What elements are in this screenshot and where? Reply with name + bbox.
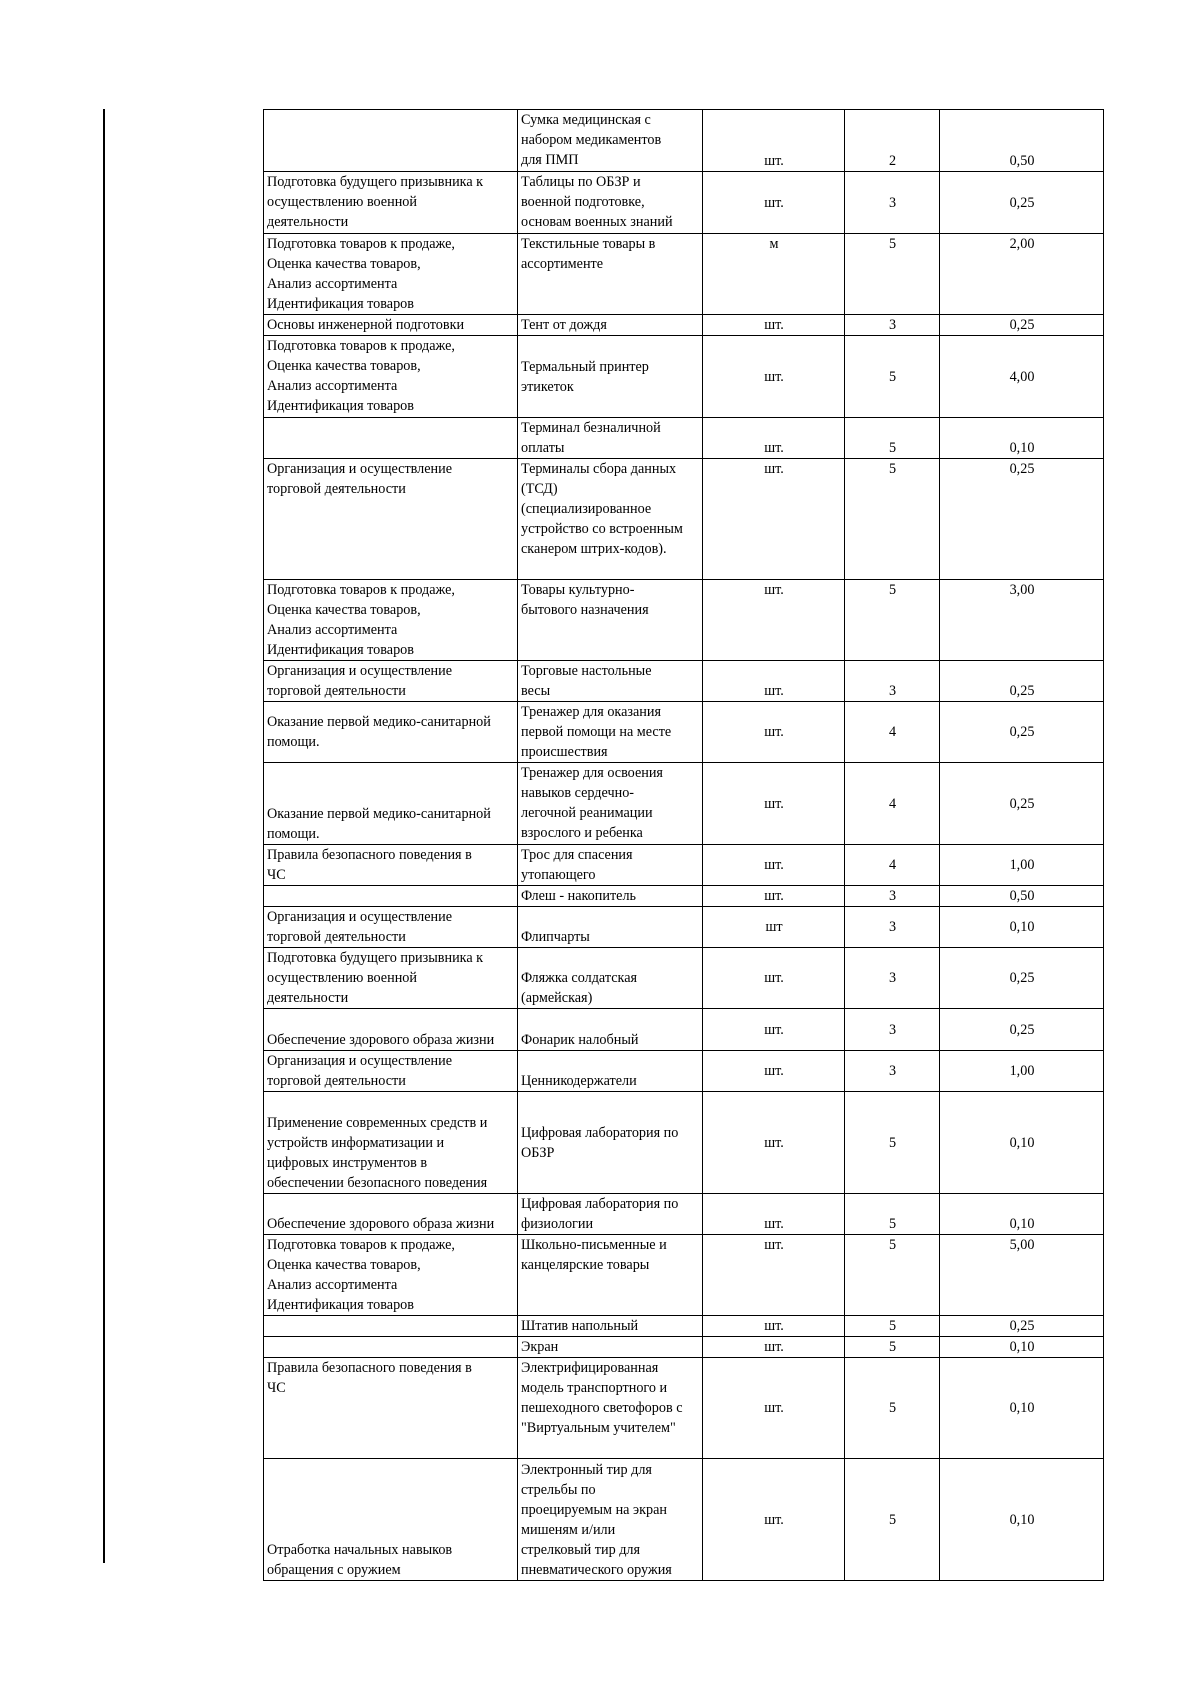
unit-cell: шт	[703, 907, 845, 948]
item-name-cell: Ценникодержатели	[518, 1051, 703, 1092]
norm-cell: 1,00	[940, 845, 1104, 886]
table-row	[264, 418, 1104, 459]
item-name-cell: Текстильные товары в ассортименте	[518, 234, 703, 315]
norm-cell: 0,10	[940, 1337, 1104, 1358]
quantity-cell: 5	[845, 1316, 940, 1337]
unit-cell: шт.	[703, 315, 845, 336]
quantity-cell: 3	[845, 948, 940, 1009]
table-row	[264, 948, 1104, 1009]
section-cell	[264, 886, 518, 907]
unit-cell: шт.	[703, 1459, 845, 1581]
section-cell: Организация и осуществление торговой деятельности	[264, 459, 518, 580]
section-cell: Оказание первой медико-санитарной помощи.	[264, 763, 518, 845]
quantity-cell: 4	[845, 763, 940, 845]
equipment-table-body	[264, 110, 1104, 1581]
norm-cell: 5,00	[940, 1235, 1104, 1316]
item-name-cell: Терминал безналичной оплаты	[518, 418, 703, 459]
quantity-cell: 4	[845, 845, 940, 886]
table-row	[264, 1092, 1104, 1194]
unit-cell: шт.	[703, 336, 845, 418]
unit-cell: шт.	[703, 1235, 845, 1316]
section-cell: Подготовка товаров к продаже, Оценка качества товаров, Анализ ассортимента Идентификация товаров	[264, 234, 518, 315]
norm-cell: 0,25	[940, 1316, 1104, 1337]
section-cell	[264, 1316, 518, 1337]
unit-cell: шт.	[703, 418, 845, 459]
table-row	[264, 459, 1104, 580]
unit-cell: шт.	[703, 763, 845, 845]
item-name-cell: Электрифицированная модель транспортного и пешеходного светофоров с "Виртуальным учителем"	[518, 1358, 703, 1459]
item-name-cell: Электронный тир для стрельбы по проецируемым на экран мишеням и/или стрелковый тир для пневматического оружия	[518, 1459, 703, 1581]
quantity-cell: 5	[845, 1459, 940, 1581]
unit-cell: м	[703, 234, 845, 315]
table-row	[264, 1337, 1104, 1358]
quantity-cell: 5	[845, 336, 940, 418]
table-row	[264, 1235, 1104, 1316]
item-name-cell: Таблицы по ОБЗР и военной подготовке, основам военных знаний	[518, 172, 703, 234]
norm-cell: 0,25	[940, 315, 1104, 336]
norm-cell: 0,25	[940, 172, 1104, 234]
table-row	[264, 1459, 1104, 1581]
section-cell: Подготовка товаров к продаже, Оценка качества товаров, Анализ ассортимента Идентификация товаров	[264, 336, 518, 418]
item-name-cell: Тренажер для освоения навыков сердечно- легочной реанимации взрослого и ребенка	[518, 763, 703, 845]
quantity-cell: 3	[845, 1051, 940, 1092]
page-margin-line	[103, 109, 105, 1563]
quantity-cell: 5	[845, 234, 940, 315]
table-row	[264, 110, 1104, 172]
quantity-cell: 5	[845, 1194, 940, 1235]
section-cell	[264, 418, 518, 459]
norm-cell: 0,10	[940, 1194, 1104, 1235]
unit-cell: шт.	[703, 1337, 845, 1358]
table-row	[264, 315, 1104, 336]
table-row	[264, 661, 1104, 702]
unit-cell: шт.	[703, 661, 845, 702]
table-row	[264, 702, 1104, 763]
quantity-cell: 5	[845, 580, 940, 661]
quantity-cell: 5	[845, 1337, 940, 1358]
unit-cell: шт.	[703, 459, 845, 580]
norm-cell: 0,10	[940, 418, 1104, 459]
table-row	[264, 1316, 1104, 1337]
quantity-cell: 5	[845, 1235, 940, 1316]
unit-cell: шт.	[703, 1092, 845, 1194]
table-row	[264, 1009, 1104, 1051]
item-name-cell: Школьно-письменные и канцелярские товары	[518, 1235, 703, 1316]
item-name-cell: Трос для спасения утопающего	[518, 845, 703, 886]
section-cell: Оказание первой медико-санитарной помощи.	[264, 702, 518, 763]
unit-cell: шт.	[703, 1358, 845, 1459]
table-row	[264, 1194, 1104, 1235]
norm-cell: 3,00	[940, 580, 1104, 661]
unit-cell: шт.	[703, 1051, 845, 1092]
table-row	[264, 763, 1104, 845]
quantity-cell: 3	[845, 1009, 940, 1051]
quantity-cell: 5	[845, 1358, 940, 1459]
item-name-cell: Экран	[518, 1337, 703, 1358]
table-row	[264, 234, 1104, 315]
item-name-cell: Цифровая лаборатория по физиологии	[518, 1194, 703, 1235]
section-cell: Организация и осуществление торговой деятельности	[264, 661, 518, 702]
unit-cell: шт.	[703, 886, 845, 907]
table-row	[264, 580, 1104, 661]
quantity-cell: 2	[845, 110, 940, 172]
item-name-cell: Флипчарты	[518, 907, 703, 948]
unit-cell: шт.	[703, 1194, 845, 1235]
section-cell: Организация и осуществление торговой деятельности	[264, 907, 518, 948]
item-name-cell: Сумка медицинская с набором медикаментов для ПМП	[518, 110, 703, 172]
norm-cell: 0,25	[940, 661, 1104, 702]
item-name-cell: Цифровая лаборатория по ОБЗР	[518, 1092, 703, 1194]
section-cell: Подготовка будущего призывника к осуществлению военной деятельности	[264, 948, 518, 1009]
equipment-table	[263, 109, 1104, 1581]
norm-cell: 0,10	[940, 1459, 1104, 1581]
item-name-cell: Тент от дождя	[518, 315, 703, 336]
norm-cell: 0,10	[940, 1358, 1104, 1459]
norm-cell: 0,10	[940, 1092, 1104, 1194]
section-cell: Отработка начальных навыков обращения с оружием	[264, 1459, 518, 1581]
quantity-cell: 3	[845, 172, 940, 234]
unit-cell: шт.	[703, 702, 845, 763]
section-cell: Подготовка товаров к продаже, Оценка качества товаров, Анализ ассортимента Идентификация товаров	[264, 580, 518, 661]
quantity-cell: 5	[845, 459, 940, 580]
unit-cell: шт.	[703, 110, 845, 172]
item-name-cell: Флеш - накопитель	[518, 886, 703, 907]
table-row	[264, 886, 1104, 907]
section-cell: Организация и осуществление торговой деятельности	[264, 1051, 518, 1092]
table-row	[264, 1051, 1104, 1092]
section-cell: Правила безопасного поведения в ЧС	[264, 1358, 518, 1459]
unit-cell: шт.	[703, 948, 845, 1009]
unit-cell: шт.	[703, 580, 845, 661]
section-cell: Подготовка товаров к продаже, Оценка качества товаров, Анализ ассортимента Идентификация товаров	[264, 1235, 518, 1316]
quantity-cell: 3	[845, 661, 940, 702]
section-cell: Основы инженерной подготовки	[264, 315, 518, 336]
quantity-cell: 3	[845, 315, 940, 336]
unit-cell: шт.	[703, 1009, 845, 1051]
norm-cell: 0,25	[940, 459, 1104, 580]
table-row	[264, 1358, 1104, 1459]
item-name-cell: Фляжка солдатская (армейская)	[518, 948, 703, 1009]
unit-cell: шт.	[703, 1316, 845, 1337]
norm-cell: 0,25	[940, 948, 1104, 1009]
item-name-cell: Тренажер для оказания первой помощи на месте происшествия	[518, 702, 703, 763]
section-cell: Применение современных средств и устройств информатизации и цифровых инструментов в обеспечении безопасного поведения	[264, 1092, 518, 1194]
item-name-cell: Терминалы сбора данных (ТСД) (специализированное устройство со встроенным сканером штрих-кодов).	[518, 459, 703, 580]
item-name-cell: Торговые настольные весы	[518, 661, 703, 702]
item-name-cell: Фонарик налобный	[518, 1009, 703, 1051]
norm-cell: 0,50	[940, 886, 1104, 907]
section-cell: Подготовка будущего призывника к осуществлению военной деятельности	[264, 172, 518, 234]
quantity-cell: 3	[845, 907, 940, 948]
section-cell	[264, 110, 518, 172]
quantity-cell: 5	[845, 1092, 940, 1194]
norm-cell: 2,00	[940, 234, 1104, 315]
unit-cell: шт.	[703, 845, 845, 886]
item-name-cell: Товары культурно- бытового назначения	[518, 580, 703, 661]
item-name-cell: Штатив напольный	[518, 1316, 703, 1337]
unit-cell: шт.	[703, 172, 845, 234]
section-cell	[264, 1337, 518, 1358]
norm-cell: 1,00	[940, 1051, 1104, 1092]
quantity-cell: 5	[845, 418, 940, 459]
table-row	[264, 172, 1104, 234]
norm-cell: 0,25	[940, 1009, 1104, 1051]
norm-cell: 0,10	[940, 907, 1104, 948]
norm-cell: 0,25	[940, 702, 1104, 763]
norm-cell: 0,50	[940, 110, 1104, 172]
quantity-cell: 3	[845, 886, 940, 907]
norm-cell: 0,25	[940, 763, 1104, 845]
table-row	[264, 336, 1104, 418]
table-row	[264, 845, 1104, 886]
section-cell: Правила безопасного поведения в ЧС	[264, 845, 518, 886]
norm-cell: 4,00	[940, 336, 1104, 418]
section-cell: Обеспечение здорового образа жизни	[264, 1194, 518, 1235]
section-cell: Обеспечение здорового образа жизни	[264, 1009, 518, 1051]
item-name-cell: Термальный принтер этикеток	[518, 336, 703, 418]
quantity-cell: 4	[845, 702, 940, 763]
table-row	[264, 907, 1104, 948]
